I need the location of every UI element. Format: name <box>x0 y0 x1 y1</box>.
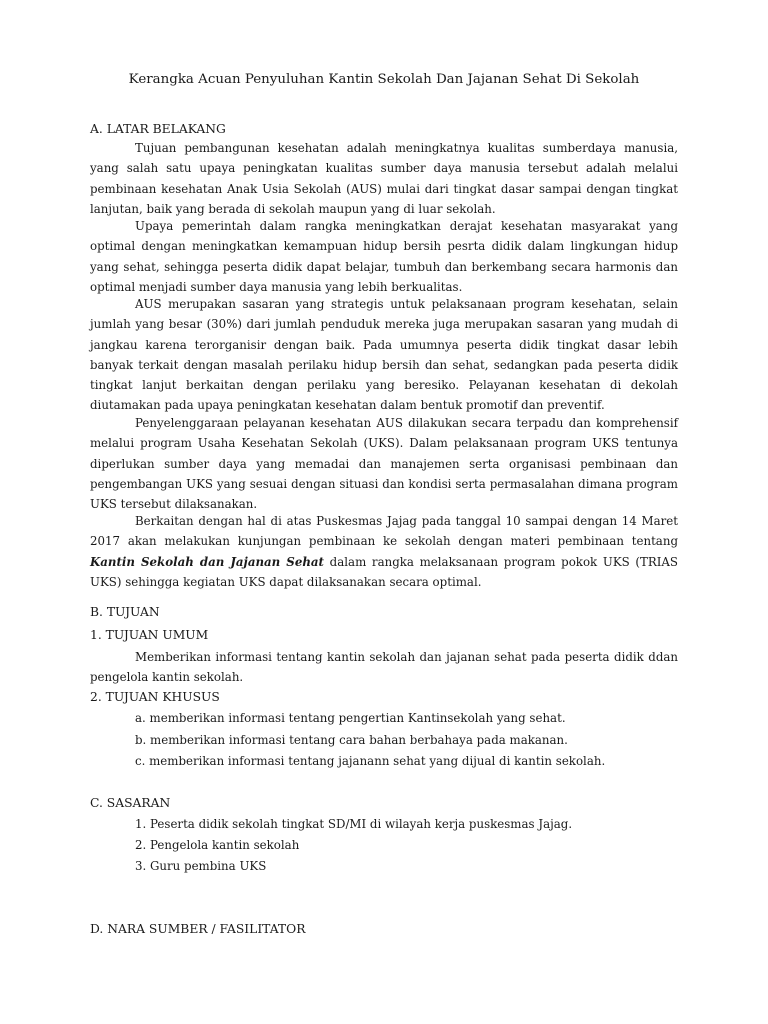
section-a-paragraph-3: AUS merupakan sasaran yang strategis untuk pelaksanaan program kesehatan, selain jumlah yang besar (30%) dari jumlah penduduk mereka juga merupakan sasaran yang mudah di jangkau karena terorganisir dengan baik. Pada umumnya peserta didik tingkat dasar lebih banyak terkait dengan masalah perilaku hidup bersih dan sehat, sedangkan pada peserta didik tingkat lanjut berkaitan dengan perilaku yang beresiko. Pelayanan kesehatan di dekolah diutamakan pada upaya peningkatan kesehatan dalam bentuk promotif dan preventif. <box>90 297 678 413</box>
tujuan-khusus-item-c: c. memberikan informasi tentang jajanann sehat yang dijual di kantin sekolah. <box>135 754 606 768</box>
tujuan-umum-heading: 1. TUJUAN UMUM <box>90 628 209 642</box>
section-a-paragraph-2: Upaya pemerintah dalam rangka meningkatkan derajat kesehatan masyarakat yang optimal dengan meningkatkan kemampuan hidup bersih pesrta didik dalam lingkungan hidup yang sehat, sehingga peserta didik dapat belajar, tumbuh dan berkembang secara harmonis dan optimal menjadi sumber daya manusia yang lebih berkualitas. <box>90 219 678 294</box>
section-a-heading: A. LATAR BELAKANG <box>90 122 226 136</box>
tujuan-umum-text: Memberikan informasi tentang kantin sekolah dan jajanan sehat pada peserta didik ddan pengelola kantin sekolah. <box>90 650 678 685</box>
section-c-heading: C. SASARAN <box>90 796 171 810</box>
tujuan-khusus-heading: 2. TUJUAN KHUSUS <box>90 690 220 704</box>
paragraph-5-text-start: Berkaitan dengan hal di atas Puskesmas Jajag pada tanggal 10 sampai dengan 14 Maret 2017 akan melakukan kunjungan pembinaan ke sekolah dengan materi pembinaan tentang <box>90 514 678 549</box>
section-a-paragraph-5 <box>90 511 678 592</box>
sasaran-item-3: 3. Guru pembina UKS <box>135 859 267 873</box>
sasaran-item-1: 1. Peserta didik sekolah tingkat SD/MI di wilayah kerja puskesmas Jajag. <box>135 817 573 831</box>
section-b-heading: B. TUJUAN <box>90 605 160 619</box>
document-title: Kerangka Acuan Penyuluhan Kantin Sekolah Dan Jajanan Sehat Di Sekolah <box>128 72 640 87</box>
tujuan-khusus-item-a: a. memberikan informasi tentang pengertian Kantinsekolah yang sehat. <box>135 711 566 725</box>
paragraph-5-text-end: dalam rangka melaksanaan program pokok UKS (TRIAS UKS) sehingga kegiatan UKS dapat dilaksanakan secara optimal. <box>90 554 679 589</box>
paragraph-5-emphasis: Kantin Sekolah dan Jajanan Sehat <box>90 554 324 569</box>
sasaran-item-2: 2. Pengelola kantin sekolah <box>135 838 300 852</box>
section-d-heading: D. NARA SUMBER / FASILITATOR <box>90 922 306 936</box>
tujuan-khusus-item-b: b. memberikan informasi tentang cara bahan berbahaya pada makanan. <box>135 733 568 747</box>
section-a-paragraph-1: Tujuan pembangunan kesehatan adalah meningkatnya kualitas sumberdaya manusia, yang salah satu upaya peningkatan kualitas sumber daya manusia tersebut adalah melalui pembinaan kesehatan Anak Usia Sekolah (AUS) mulai dari tingkat dasar sampai dengan tingkat lanjutan, baik yang berada di sekolah maupun yang di luar sekolah. <box>90 141 678 216</box>
section-a-paragraph-4: Penyelenggaraan pelayanan kesehatan AUS dilakukan secara terpadu dan komprehensif melalui program Usaha Kesehatan Sekolah (UKS). Dalam pelaksanaan program UKS tentunya diperlukan sumber daya yang memadai dan manajemen serta organisasi pembinaan dan pengembangan UKS yang sesuai dengan situasi dan kondisi serta permasalahan dimana program UKS tersebut dilaksanakan. <box>90 416 678 512</box>
